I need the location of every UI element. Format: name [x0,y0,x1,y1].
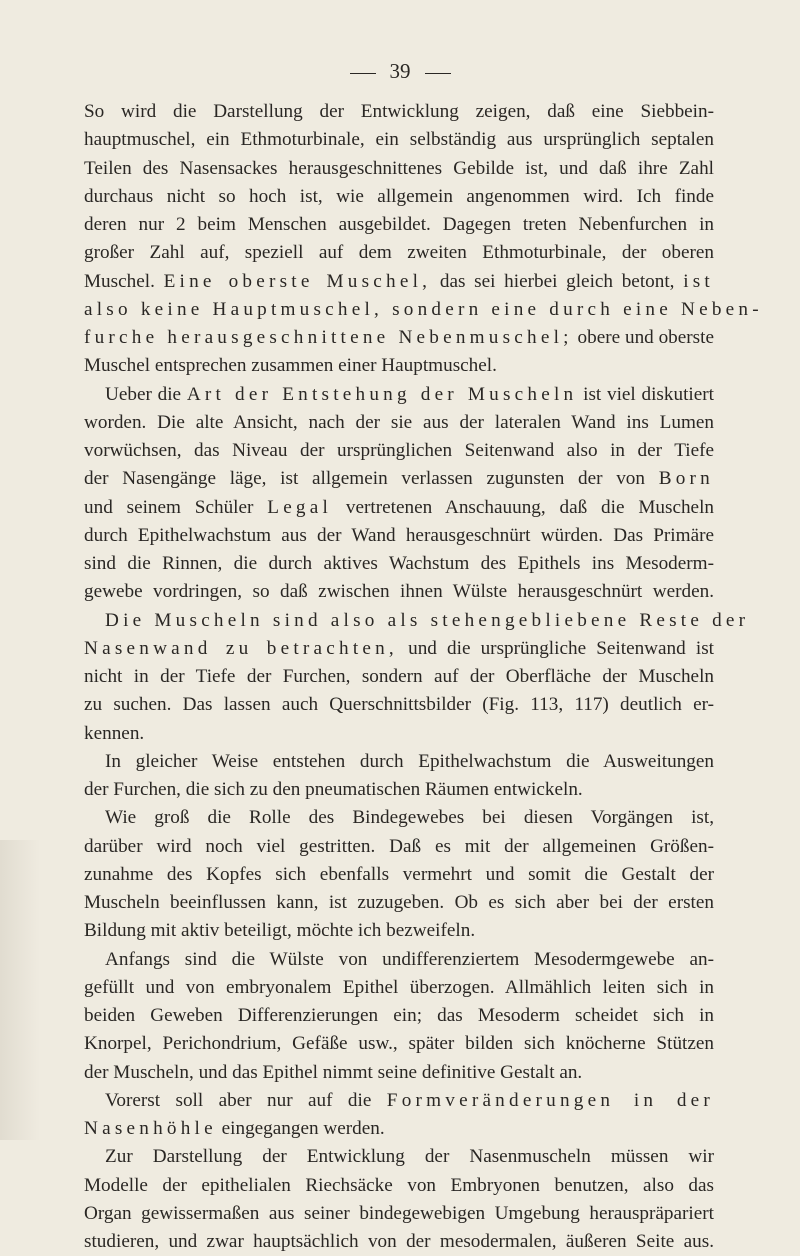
text-run: durch Epithelwachstum aus der Wand herausgeschnürt würden. Das Primäre [84,524,714,546]
text-line [84,155,714,183]
text-run: Modelle der epithelialen Riechsäcke von Embryonen benutzen, also das [84,1174,714,1196]
text-line [84,409,714,437]
text-run: und die ursprüngliche Seitenwand ist [397,637,715,659]
text-line [84,324,714,352]
text-run: Muschel entsprechen zusammen einer Hauptmuschel. [84,355,497,377]
text-line [84,494,714,522]
spaced-emphasis: Nasenwand zu betrachten, [84,637,398,659]
text-line [84,833,714,861]
text-run: zunahme des Kopfes sich ebenfalls vermehrt und somit die Gestalt der [84,863,714,885]
text-run: Ueber die [105,383,187,405]
text-run: Wie groß die Rolle des Bindegewebes bei diesen Vorgängen ist, [105,807,714,829]
text-run: Teilen des Nasensackes herausgeschnittenes Gebilde ist, und daß ihre Zahl [84,157,714,179]
spaced-emphasis: ist [683,270,714,292]
text-run: der Nasengänge läge, ist allgemein verlassen zugunsten der von [84,468,659,490]
spaced-emphasis: Formveränderungen in der [386,1089,714,1111]
text-line [84,889,714,917]
text-line [84,578,714,606]
text-line [84,1200,714,1228]
text-run: Vorerst soll aber nur auf die [105,1089,387,1111]
text-run: der Furchen, die sich zu den pneumatischen Räumen entwickeln. [84,779,583,800]
text-line [84,1228,714,1256]
spaced-emphasis: furche herausgeschnittene Nebenmuschel; [84,327,573,348]
text-run: obere und oberste [572,327,714,348]
text-run: eingegangen werden. [216,1118,385,1139]
text-line [84,268,714,296]
text-line [84,1059,714,1087]
text-run: sind die Rinnen, die durch aktives Wachstum des Epithels ins Mesoderm- [84,553,714,574]
text-line [84,720,714,748]
text-line [84,663,714,691]
spaced-emphasis: Nasenhöhle [84,1118,217,1139]
text-run: worden. Die alte Ansicht, nach der sie aus der lateralen Wand ins Lumen [84,411,714,433]
text-line [84,861,714,889]
body-text [84,98,763,1256]
text-line [84,635,714,663]
text-line [84,1002,714,1030]
spaced-emphasis: Legal [267,496,333,518]
text-line [84,98,714,126]
spaced-emphasis: Die Muscheln sind also als stehengebliebene Reste der [105,609,750,631]
spaced-emphasis: Born [658,468,714,490]
spaced-emphasis: also keine Hauptmuschel, sondern eine durch eine Neben- [84,298,763,320]
text-run: kennen. [84,722,145,744]
text-line [84,126,714,154]
text-line [84,1143,714,1171]
text-line [84,917,714,945]
text-line [84,239,714,267]
text-run: deren nur 2 beim Menschen ausgebildet. Dagegen treten Nebenfurchen in [84,214,714,235]
text-line [84,804,714,832]
text-line [84,211,714,239]
text-line [84,1115,714,1143]
text-run: vorwüchsen, das Niveau der ursprünglichen Seitenwand also in der Tiefe [84,440,714,461]
text-run: und seinem Schüler [84,496,268,518]
page-number: 39 [389,59,411,83]
text-run: das sei hierbei gleich betont, [431,270,684,292]
spaced-emphasis: Art der Entstehung der Muscheln [186,383,578,405]
text-run: nicht in der Tiefe der Furchen, sondern auf der Oberfläche der Muscheln [84,666,714,687]
text-run: Muschel. [84,270,164,292]
text-line [84,352,714,380]
text-run: großer Zahl auf, speziell auf dem zweiten Ethmoturbinale, der oberen [84,242,714,264]
text-line [84,437,714,465]
text-line [84,465,714,493]
text-line [84,522,714,550]
text-line [84,1030,714,1058]
page-header [0,58,800,84]
text-run: hauptmuschel, ein Ethmoturbinale, ein selbständig aus ursprünglich septalen [84,129,714,151]
text-line [84,381,714,409]
text-run: vertretenen Anschauung, daß die Muscheln [332,496,714,518]
text-line [84,691,714,719]
text-line [84,1172,714,1200]
text-run: beiden Geweben Differenzierungen ein; das Mesoderm scheidet sich in [84,1005,714,1026]
text-run: darüber wird noch viel gestritten. Daß es mit der allgemeinen Größen- [84,835,714,857]
text-line [84,607,750,635]
text-run: durchaus nicht so hoch ist, wie allgemein angenommen wird. Ich finde [84,185,714,207]
text-line [84,550,714,578]
text-run: Organ gewissermaßen aus seiner bindegewebigen Umgebung herauspräpariert [84,1202,714,1224]
text-run: Muscheln beeinflussen kann, ist zuzugeben. Ob es sich aber bei der ersten [84,892,714,913]
header-dash-right [425,73,451,74]
text-line [84,974,714,1002]
text-run: Anfangs sind die Wülste von undifferenziertem Mesodermgewebe an- [105,948,714,970]
text-run: gefüllt und von embryonalem Epithel überzogen. Allmählich leiten sich in [84,976,714,998]
text-run: gewebe vordringen, so daß zwischen ihnen Wülste herausgeschnürt werden. [84,581,714,603]
text-run: zu suchen. Das lassen auch Querschnittsbilder (Fig. 113, 117) deutlich er- [84,694,714,716]
text-line [84,946,714,974]
text-line [84,183,714,211]
text-run: So wird die Darstellung der Entwicklung zeigen, daß eine Siebbein- [84,101,714,122]
text-run: Zur Darstellung der Entwicklung der Nasenmuscheln müssen wir [105,1146,714,1168]
text-line [84,1087,714,1115]
spaced-emphasis: Eine oberste Muschel, [163,270,432,292]
text-run: Knorpel, Perichondrium, Gefäße usw., später bilden sich knöcherne Stützen [84,1033,714,1055]
text-line [84,776,714,804]
text-line [84,748,714,776]
text-run: In gleicher Weise entstehen durch Epithelwachstum die Ausweitungen [105,750,714,772]
text-run: studieren, und zwar hauptsächlich von der mesodermalen, äußeren Seite aus. [84,1231,714,1252]
text-line [84,296,763,324]
page-fold-shadow [0,840,40,1140]
text-run: Bildung mit aktiv beteiligt, möchte ich bezweifeln. [84,920,476,942]
text-run: ist viel diskutiert [577,383,714,405]
header-dash-left [350,73,376,74]
text-run: der Muscheln, und das Epithel nimmt seine definitive Gestalt an. [84,1061,583,1083]
